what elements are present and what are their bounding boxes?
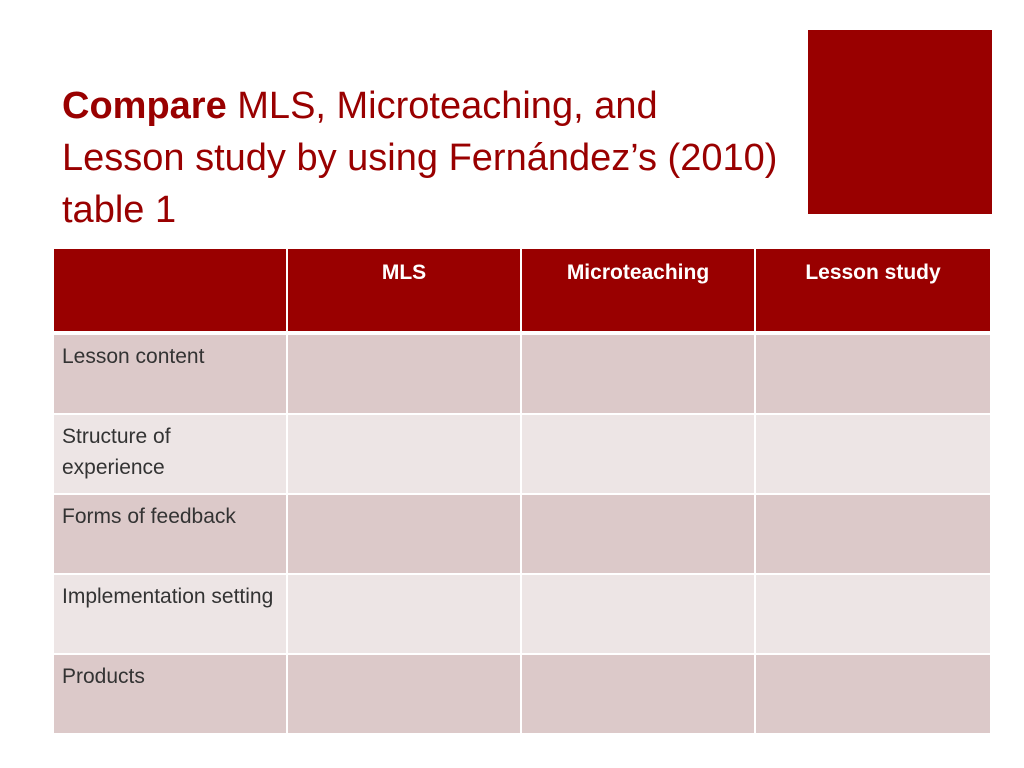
table-cell	[521, 574, 755, 654]
table-cell	[521, 333, 755, 414]
table-cell	[287, 654, 521, 734]
header-cell-lesson-study: Lesson study	[755, 248, 991, 333]
table-cell	[287, 333, 521, 414]
table-cell	[287, 414, 521, 494]
header-cell-microteaching: Microteaching	[521, 248, 755, 333]
header-cell-empty	[53, 248, 287, 333]
table-cell	[521, 414, 755, 494]
table-cell	[755, 574, 991, 654]
table-cell	[287, 494, 521, 574]
slide-title-rest: MLS, Microteaching, and Lesson study by using Fernández’s (2010) table 1	[62, 85, 778, 231]
table-cell	[755, 333, 991, 414]
table-row	[53, 574, 991, 654]
table-header-row	[53, 248, 991, 333]
comparison-table	[52, 247, 992, 735]
table-cell	[521, 494, 755, 574]
slide-title	[62, 80, 782, 236]
table-cell	[755, 494, 991, 574]
table-cell	[755, 654, 991, 734]
table-cell	[521, 654, 755, 734]
table-row	[53, 494, 991, 574]
table-row	[53, 333, 991, 414]
header-cell-mls: MLS	[287, 248, 521, 333]
slide-title-bold: Compare	[62, 85, 227, 127]
row-label: Products	[53, 654, 287, 734]
table-cell	[755, 414, 991, 494]
table-row	[53, 414, 991, 494]
row-label: Structure of experience	[53, 414, 287, 494]
row-label: Implementation setting	[53, 574, 287, 654]
decorative-accent-block	[808, 30, 992, 214]
table-cell	[287, 574, 521, 654]
row-label: Forms of feedback	[53, 494, 287, 574]
table-row	[53, 654, 991, 734]
row-label: Lesson content	[53, 333, 287, 414]
